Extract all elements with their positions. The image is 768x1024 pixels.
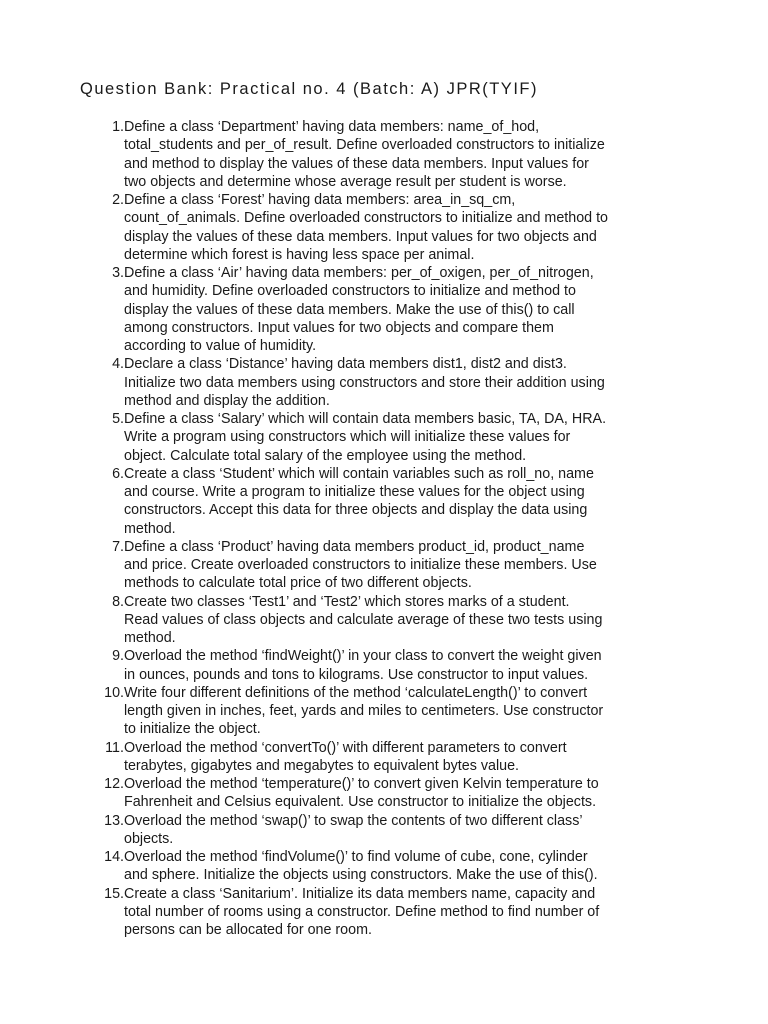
question-number: 1. — [112, 119, 124, 135]
question-text: Overload the method ‘temperature()’ to convert given Kelvin temperature to Fahrenheit and Celsius equivalent. Use constructor to initialize the objects. — [124, 776, 599, 811]
question-item — [80, 191, 716, 264]
question-item — [80, 739, 716, 776]
question-text: Create a class ‘Student’ which will contain variables such as roll_no, name and course. Write a program to initialize these values for the object using constructors. Accept this data for three objects and display the data using method. — [124, 465, 594, 537]
question-text: Declare a class ‘Distance’ having data members dist1, dist2 and dist3. Initialize two data members using constructors and store their addition using method and display the addition. — [124, 356, 605, 409]
question-text: Overload the method ‘swap()’ to swap the contents of two different class’ objects. — [124, 812, 583, 847]
question-number: 11. — [105, 739, 124, 756]
document-title: Question Bank: Practical no. 4 (Batch: A) JPR(TYIF) — [80, 80, 538, 98]
question-number: 13. — [104, 812, 124, 829]
question-number: 5. — [112, 411, 124, 427]
question-number: 7. — [112, 538, 124, 555]
question-number: 15. — [104, 885, 124, 902]
question-number: 2. — [112, 192, 124, 208]
question-item — [80, 118, 716, 191]
question-text: Overload the method ‘findVolume()’ to find volume of cube, cone, cylinder and sphere. Initialize the objects using constructors. Make the use of this(). — [124, 849, 598, 884]
question-item — [80, 465, 716, 538]
question-item — [80, 355, 716, 410]
question-number: 4. — [112, 356, 124, 373]
question-item — [80, 410, 716, 465]
question-item — [80, 684, 716, 739]
question-text: Define a class ‘Air’ having data members: per_of_oxigen, per_of_nitrogen, and humidity. Define overloaded constructors to initialize and method to display the values of these data members. Make the use of this() to call among constructors. Input values for two objects and compare them according to value of humidity. — [124, 265, 594, 354]
question-number: 3. — [112, 265, 124, 281]
question-text: Write four different definitions of the method ‘calculateLength()’ to convert length given in inches, feet, yards and miles to centimeters. Use constructor to initialize the object. — [124, 684, 604, 738]
question-list — [80, 118, 716, 939]
question-item — [80, 812, 716, 849]
question-number: 14. — [104, 849, 124, 865]
question-item — [80, 593, 716, 648]
question-item — [80, 647, 716, 684]
question-text: Define a class ‘Salary’ which will contain data members basic, TA, DA, HRA. Write a program using constructors which will initialize these values for object. Calculate total salary of the employee using the method. — [124, 411, 607, 464]
question-item — [80, 885, 716, 940]
question-text: Define a class ‘Department’ having data members: name_of_hod, total_students and per_of_result. Define overloaded constructors to initialize and method to display the values of these data members. Input values for two objects and determine whose average result per student is worse. — [124, 119, 605, 190]
question-item — [80, 775, 716, 812]
question-number: 8. — [112, 593, 124, 610]
question-text: Create a class ‘Sanitarium’. Initialize its data members name, capacity and total number of rooms using a constructor. Define method to find number of persons can be allocated for one room. — [124, 885, 600, 938]
question-number: 12. — [104, 776, 124, 792]
question-number: 6. — [112, 465, 124, 482]
question-text: Overload the method ‘findWeight()’ in your class to convert the weight given in ounces, pounds and tons to kilograms. Use constructor to input values. — [124, 648, 602, 683]
question-text: Overload the method ‘convertTo()’ with different parameters to convert terabytes, gigabytes and megabytes to equivalent bytes value. — [124, 739, 567, 774]
question-text: Define a class ‘Product’ having data members product_id, product_name and price. Create overloaded constructors to initialize these members. Use methods to calculate total price of two different objects. — [124, 538, 597, 592]
question-number: 9. — [112, 648, 124, 665]
question-text: Create two classes ‘Test1’ and ‘Test2’ which stores marks of a student. Read values of class objects and calculate average of these two tests using method. — [124, 593, 603, 646]
question-item — [80, 538, 716, 593]
question-item — [80, 848, 716, 885]
question-item — [80, 264, 716, 355]
question-number: 10. — [104, 684, 124, 701]
question-text: Define a class ‘Forest’ having data members: area_in_sq_cm, count_of_animals. Define overloaded constructors to initialize and method to display the values of these data members. Input values for two objects and determine which forest is having less space per animal. — [124, 192, 608, 263]
